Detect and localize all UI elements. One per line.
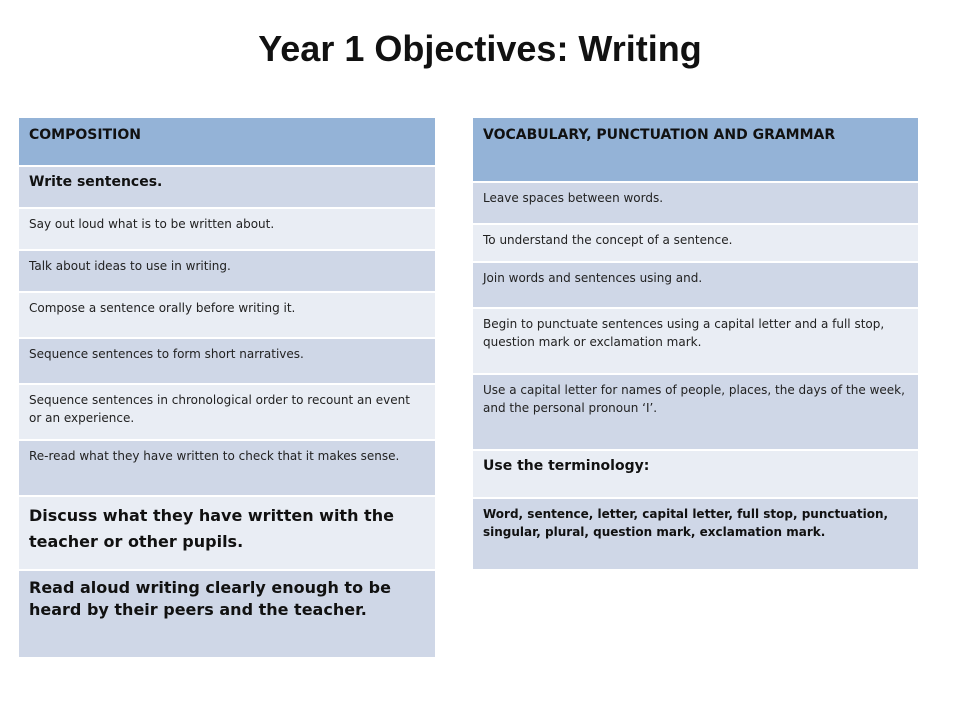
vpg-header: VOCABULARY, PUNCTUATION AND GRAMMAR [473,118,918,182]
composition-row: Say out loud what is to be written about. [19,208,435,250]
vpg-row: Begin to punctuate sentences using a capital letter and a full stop, question mark or exclamation mark. [473,308,918,374]
composition-row: Write sentences. [19,166,435,208]
composition-row: Talk about ideas to use in writing. [19,250,435,292]
composition-header: COMPOSITION [19,118,435,166]
vpg-row: Use a capital letter for names of people, places, the days of the week, and the personal pronoun ‘I’. [473,374,918,450]
composition-row: Sequence sentences to form short narratives. [19,338,435,384]
page-title: Year 1 Objectives: Writing [258,28,702,69]
composition-row: Sequence sentences in chronological order to recount an event or an experience. [19,384,435,440]
composition-table [19,118,435,659]
vocabulary-punctuation-grammar-table [473,118,918,571]
composition-row: Compose a sentence orally before writing it. [19,292,435,338]
composition-row: Read aloud writing clearly enough to be heard by their peers and the teacher. [19,570,435,658]
composition-row: Discuss what they have written with the teacher or other pupils. [19,496,435,570]
vpg-row: Leave spaces between words. [473,182,918,224]
vpg-row: Use the terminology: [473,450,918,498]
vpg-row: Word, sentence, letter, capital letter, full stop, punctuation, singular, plural, question mark, exclamation mark. [473,498,918,570]
vpg-row: To understand the concept of a sentence. [473,224,918,262]
composition-row: Re-read what they have written to check that it makes sense. [19,440,435,496]
vpg-row: Join words and sentences using and. [473,262,918,308]
